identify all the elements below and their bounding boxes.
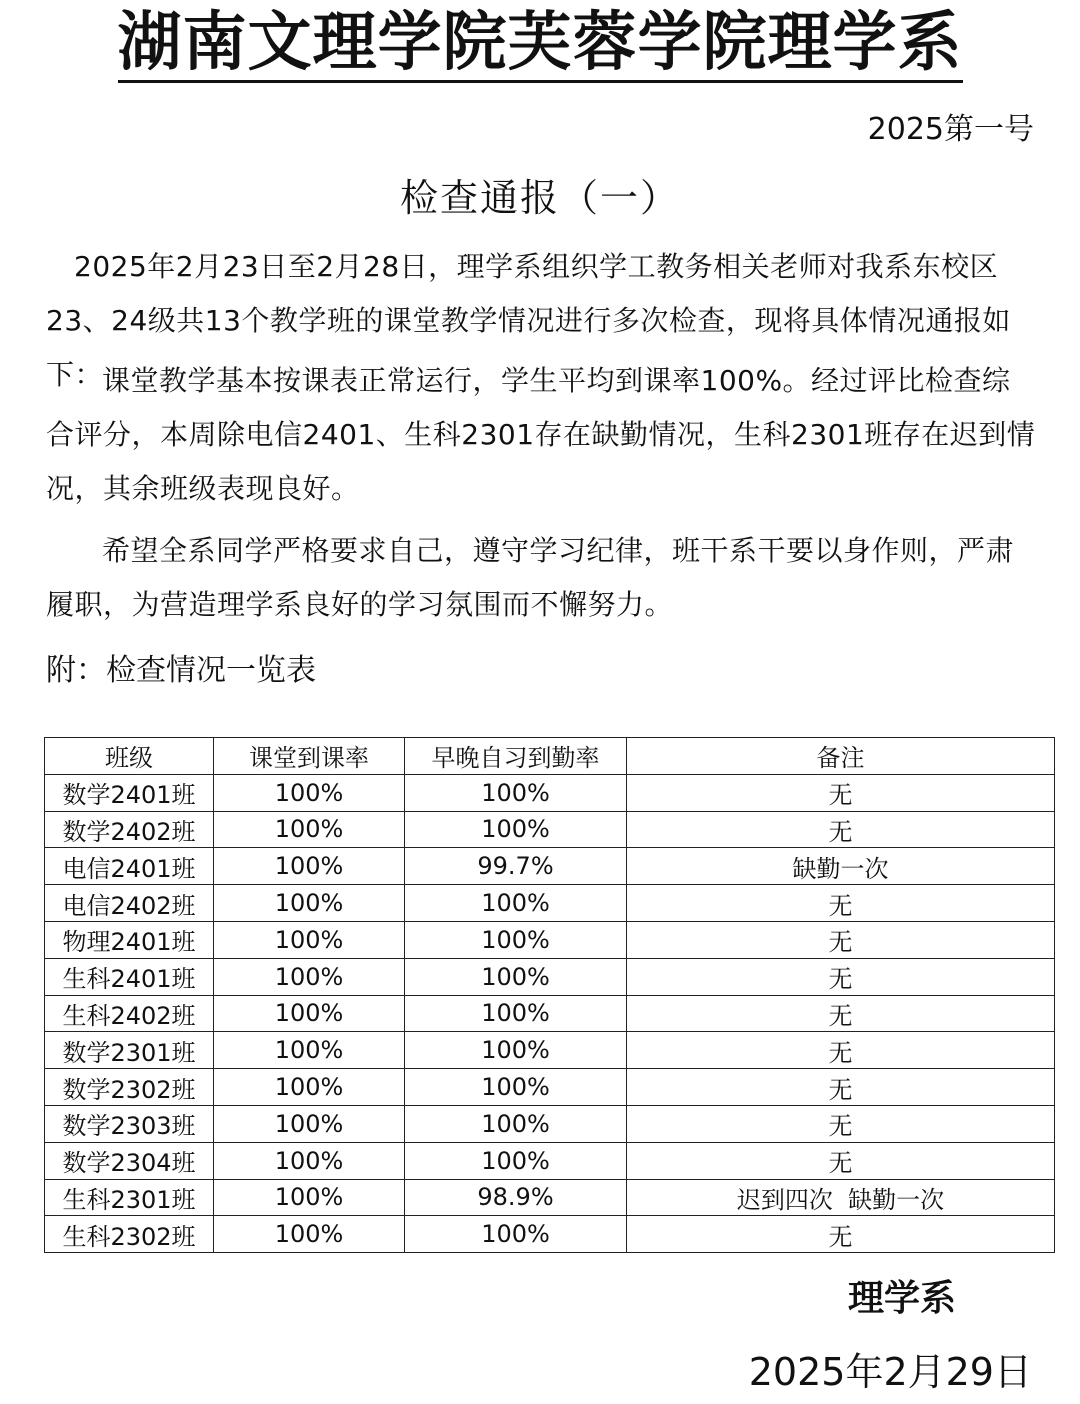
table-header-row [45, 738, 1055, 775]
remarks-cell: 缺勤一次 [627, 848, 1055, 885]
class-attendance-cell: 100% [214, 958, 405, 995]
self-study-attendance-cell: 100% [405, 1105, 627, 1142]
paragraph-intro: 2025年2月23日至2月28日，理学系组织学工教务相关老师对我系东校区23、24级共13个教学班的课堂教学情况进行多次检查，现将具体情况通报如下： [46, 250, 1011, 391]
table-row [45, 1032, 1055, 1069]
paragraph-expectation: 希望全系同学严格要求自己，遵守学习纪律，班干系干要以身作则，严肃履职，为营造理学系良好的学习氛围而不懈努力。 [46, 534, 1015, 621]
table-row [45, 1179, 1055, 1216]
self-study-attendance-cell: 100% [405, 921, 627, 958]
remarks-cell: 无 [627, 1032, 1055, 1069]
table-row [45, 1105, 1055, 1142]
class-name-cell: 生科2401班 [45, 958, 214, 995]
class-attendance-cell: 100% [214, 1032, 405, 1069]
table-row [45, 848, 1055, 885]
self-study-attendance-cell: 100% [405, 1216, 627, 1253]
table-row [45, 774, 1055, 811]
class-attendance-cell: 100% [214, 921, 405, 958]
remarks-cell: 无 [627, 1105, 1055, 1142]
table-row [45, 958, 1055, 995]
institution-title: 湖南文理学院芙蓉学院理学系 [118, 6, 963, 83]
remarks-cell: 无 [627, 958, 1055, 995]
table-row [45, 1069, 1055, 1106]
table-row [45, 811, 1055, 848]
self-study-attendance-cell: 99.7% [405, 848, 627, 885]
remarks-cell: 无 [627, 811, 1055, 848]
class-name-cell: 生科2302班 [45, 1216, 214, 1253]
self-study-attendance-cell: 100% [405, 995, 627, 1032]
remarks-cell: 无 [627, 1069, 1055, 1106]
signature-date: 2025年2月29日 [748, 1350, 1032, 1394]
class-attendance-cell: 100% [214, 774, 405, 811]
inspection-table [44, 737, 1055, 1253]
remarks-cell: 无 [627, 885, 1055, 922]
self-study-attendance-cell: 100% [405, 885, 627, 922]
self-study-attendance-cell: 100% [405, 811, 627, 848]
class-attendance-cell: 100% [214, 848, 405, 885]
self-study-attendance-cell: 98.9% [405, 1179, 627, 1216]
class-name-cell: 数学2301班 [45, 1032, 214, 1069]
remarks-cell: 无 [627, 921, 1055, 958]
table-body [45, 774, 1055, 1252]
table-row [45, 995, 1055, 1032]
self-study-attendance-cell: 100% [405, 1142, 627, 1179]
signature-department: 理学系 [847, 1278, 956, 1319]
self-study-attendance-cell: 100% [405, 1069, 627, 1106]
class-attendance-cell: 100% [214, 1142, 405, 1179]
table-row [45, 921, 1055, 958]
header-class-attendance: 课堂到课率 [214, 738, 405, 775]
remarks-cell: 无 [627, 995, 1055, 1032]
table-row [45, 885, 1055, 922]
class-attendance-cell: 100% [214, 885, 405, 922]
appendix-label: 附：检查情况一览表 [46, 653, 316, 688]
remarks-cell: 迟到四次 缺勤一次 [627, 1179, 1055, 1216]
remarks-cell: 无 [627, 774, 1055, 811]
class-name-cell: 数学2302班 [45, 1069, 214, 1106]
class-name-cell: 生科2402班 [45, 995, 214, 1032]
self-study-attendance-cell: 100% [405, 1032, 627, 1069]
paragraph-results: 课堂教学基本按课表正常运行，学生平均到课率100%。经过评比检查综合评分，本周除电信2401、生科2301存在缺勤情况，生科2301班存在迟到情况，其余班级表现良好。 [46, 364, 1036, 505]
document-number: 2025第一号 [867, 112, 1034, 147]
remarks-cell: 无 [627, 1142, 1055, 1179]
class-attendance-cell: 100% [214, 1216, 405, 1253]
header-self-study-attendance: 早晚自习到勤率 [405, 738, 627, 775]
notice-title: 检查通报（一） [399, 176, 680, 220]
class-attendance-cell: 100% [214, 811, 405, 848]
remarks-cell: 无 [627, 1216, 1055, 1253]
class-name-cell: 电信2402班 [45, 885, 214, 922]
class-name-cell: 物理2401班 [45, 921, 214, 958]
header-remarks: 备注 [627, 738, 1055, 775]
class-attendance-cell: 100% [214, 1105, 405, 1142]
class-name-cell: 数学2401班 [45, 774, 214, 811]
document-header [0, 0, 1080, 86]
table-row [45, 1216, 1055, 1253]
header-class: 班级 [45, 738, 214, 775]
class-name-cell: 数学2304班 [45, 1142, 214, 1179]
self-study-attendance-cell: 100% [405, 774, 627, 811]
class-attendance-cell: 100% [214, 995, 405, 1032]
self-study-attendance-cell: 100% [405, 958, 627, 995]
class-name-cell: 数学2303班 [45, 1105, 214, 1142]
class-name-cell: 数学2402班 [45, 811, 214, 848]
table-row [45, 1142, 1055, 1179]
class-attendance-cell: 100% [214, 1069, 405, 1106]
class-name-cell: 生科2301班 [45, 1179, 214, 1216]
class-attendance-cell: 100% [214, 1179, 405, 1216]
class-name-cell: 电信2401班 [45, 848, 214, 885]
